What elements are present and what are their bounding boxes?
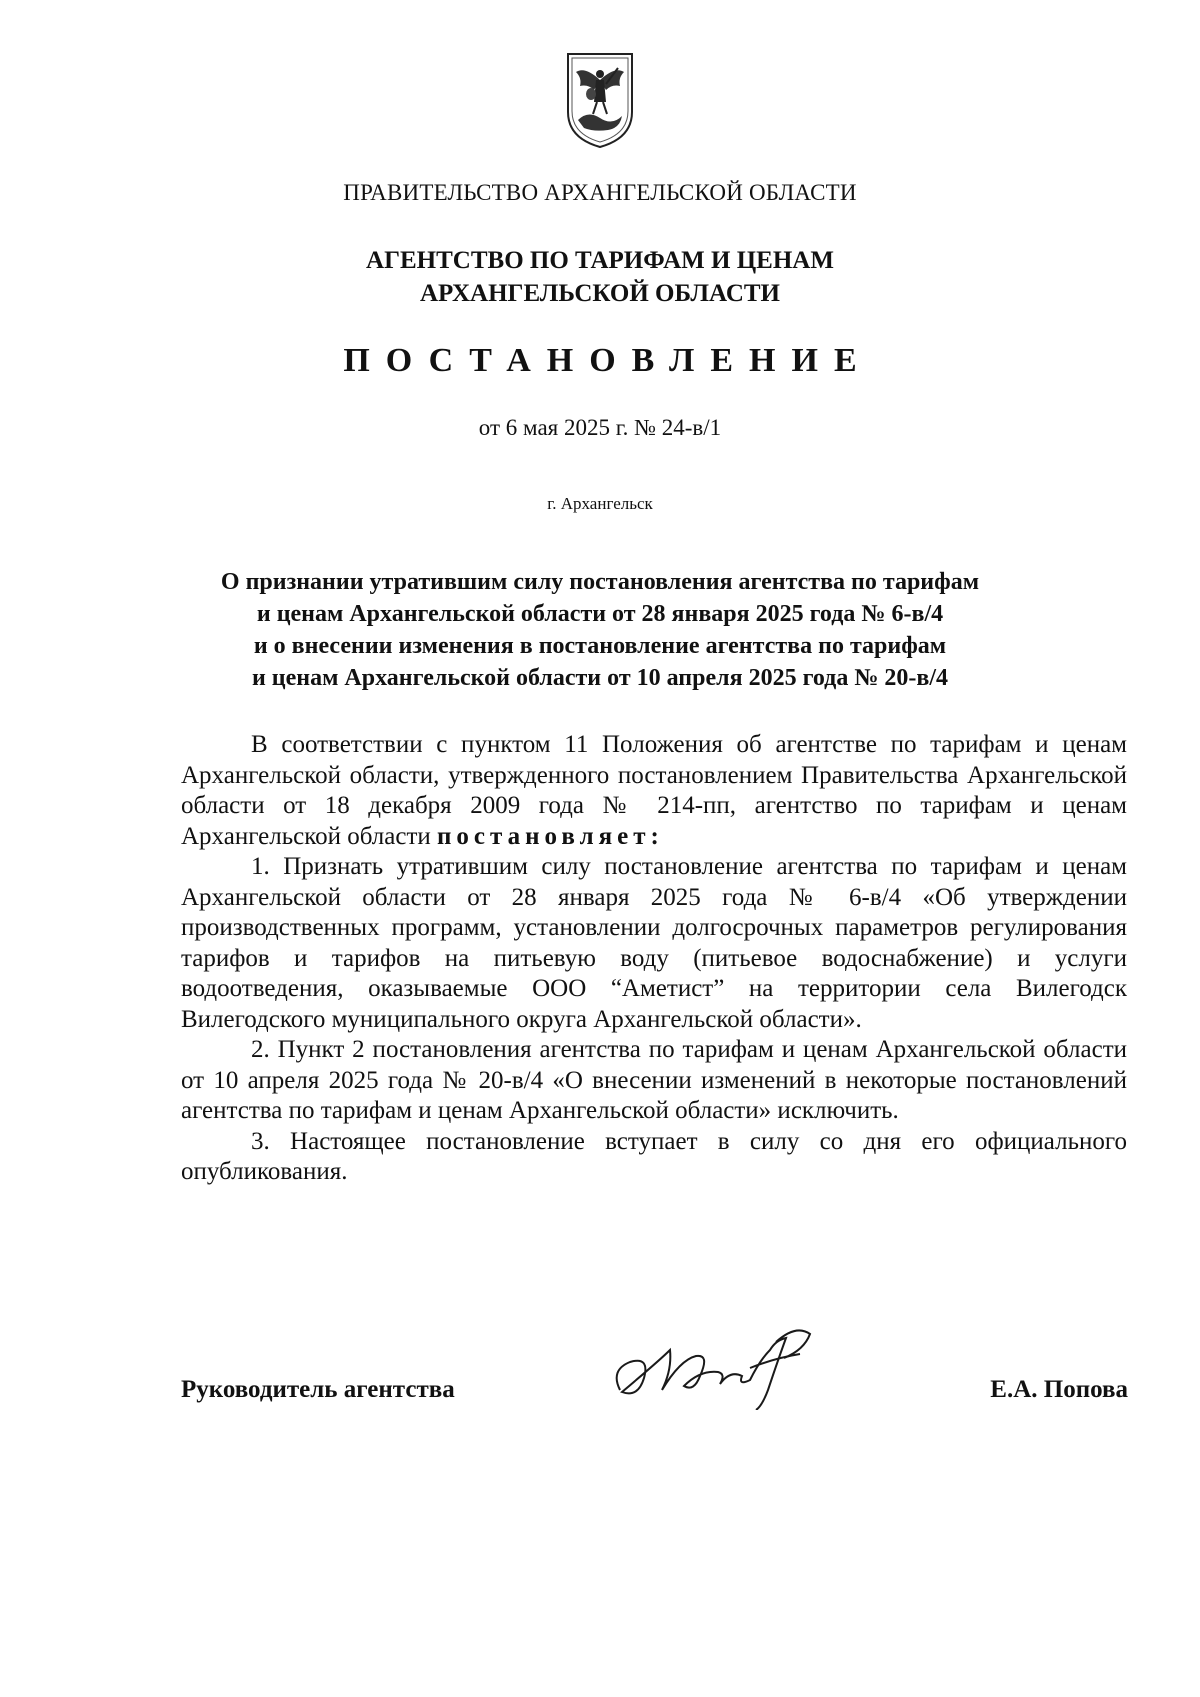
preamble-paragraph [181, 730, 1127, 852]
agency-name-line2: АРХАНГЕЛЬСКОЙ ОБЛАСТИ [420, 280, 780, 307]
document-type-heading: ПОСТАНОВЛЕНИЕ [343, 342, 873, 379]
agency-name [0, 244, 1200, 310]
signatory-name: Е.А. Попова [990, 1376, 1128, 1403]
item-1-paragraph: 1. Признать утратившим силу постановление агентства по тарифам и ценам Архангельской области от 28 января 2025 года № 6-в/4 «Об утверждении производственных программ, установлении долгосрочных параметров регулирования тарифов и тарифов на питьевую воду (питьевое водоснабжение) и услуги водоотведения, оказываемые ООО “Аметист” на территории села Вилегодск Вилегодского муниципального округа Архангельской области». [181, 853, 1127, 1033]
title-line4: и ценам Архангельской области от 10 апреля 2025 года № 20-в/4 [251, 665, 949, 691]
decrees-word: постановляет: [437, 822, 664, 850]
title-line3: и о внесении изменения в постановление агентства по тарифам [253, 633, 947, 659]
handwritten-signature [600, 1320, 830, 1410]
item-2-paragraph: 2. Пункт 2 постановления агентства по тарифам и ценам Архангельской области от 10 апреля 2025 года № 20-в/4 «О внесении изменений в некоторые постановлений агентства по тарифам и ценам Архангельской области» исключить. [181, 1036, 1127, 1124]
document-title [0, 566, 1200, 694]
item-3-paragraph: 3. Настоящее постановление вступает в силу со дня его официального опубликования. [181, 1127, 1127, 1185]
preamble-text: В соответствии с пунктом 11 Положения об агентстве по тарифам и ценам Архангельской области, утвержденного постановлением Правительства Архангельской области от 18 декабря 2009 года № 214-пп, агентство по тарифам и ценам Архангельской области [181, 731, 1127, 850]
agency-name-line1: АГЕНТСТВО ПО ТАРИФАМ И ЦЕНАМ [366, 247, 834, 274]
coat-of-arms-emblem [560, 50, 640, 150]
document-city: г. Архангельск [547, 494, 653, 513]
document-body [181, 730, 1127, 1188]
title-line2: и ценам Архангельской области от 28 января 2025 года № 6-в/4 [256, 601, 944, 627]
signatory-position: Руководитель агентства [181, 1376, 455, 1403]
title-line1: О признании утратившим силу постановления агентства по тарифам [220, 569, 980, 595]
document-date-number: от 6 мая 2025 г. № 24-в/1 [478, 415, 722, 440]
government-name: ПРАВИТЕЛЬСТВО АРХАНГЕЛЬСКОЙ ОБЛАСТИ [343, 180, 857, 205]
